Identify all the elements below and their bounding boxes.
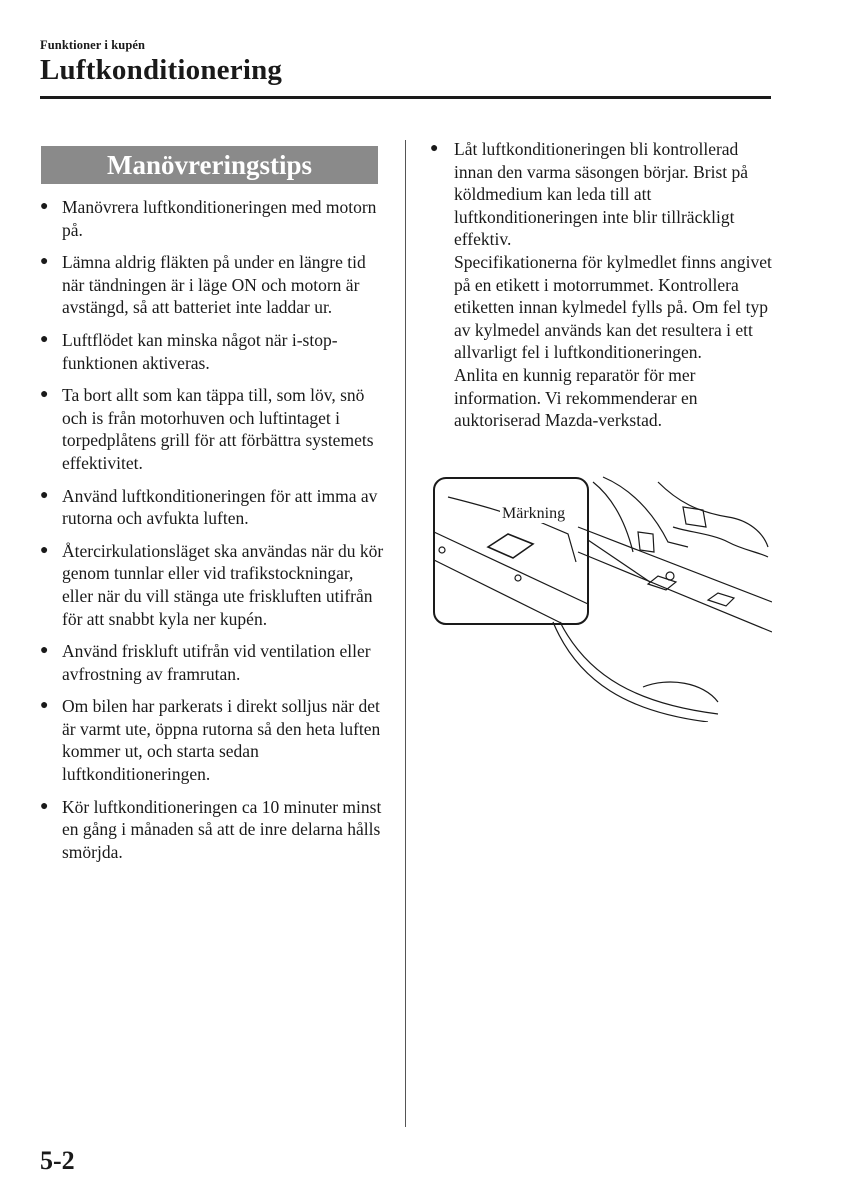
list-item-text: Luftflödet kan minska något när i-stop-funktionen aktiveras. bbox=[62, 329, 338, 373]
list-item bbox=[38, 695, 388, 785]
page-title: Luftkonditionering bbox=[40, 54, 283, 86]
bullet-icon: ● bbox=[430, 141, 439, 156]
bullet-icon: ● bbox=[40, 487, 49, 503]
bumper-curve-inner bbox=[560, 622, 718, 714]
list-item-text: Lämna aldrig fläkten på under en längre tid när tändningen är i läge ON och motorn är avstängd, så att batteriet inte laddar ur. bbox=[62, 252, 366, 318]
paragraph-workshop: Anlita en kunnig reparatör för mer information. Vi rekommenderar en auktoriserad Mazda-verkstad. bbox=[454, 364, 698, 431]
bullet-icon: ● bbox=[40, 542, 49, 558]
bullet-icon: ● bbox=[40, 387, 49, 403]
bullet-icon: ● bbox=[40, 643, 49, 659]
bullet-icon: ● bbox=[40, 698, 49, 714]
list-item-text: Manövrera luftkonditioneringen med motorn på. bbox=[62, 197, 377, 240]
inset-panel-edge-lower bbox=[434, 560, 563, 624]
engine-bay-illustration bbox=[428, 472, 772, 722]
inset-label-sticker bbox=[488, 534, 533, 558]
bullet-icon: ● bbox=[40, 798, 49, 814]
section-heading: Manövreringstips bbox=[41, 146, 378, 184]
list-item bbox=[38, 251, 388, 319]
hood-line bbox=[593, 482, 633, 552]
list-item bbox=[38, 640, 388, 685]
bracket-outline bbox=[683, 507, 706, 527]
cable-line bbox=[673, 527, 768, 557]
list-item-text: Om bilen har parkerats i direkt solljus när det är varmt ute, öppna rutorna så den heta luften kommer ut, och starta sedan luftkonditioneringen. bbox=[62, 696, 381, 785]
inset-detail-line bbox=[448, 497, 508, 514]
bullet-icon: ● bbox=[40, 331, 49, 347]
list-item bbox=[38, 796, 388, 864]
list-item-text: Använd friskluft utifrån vid ventilation eller avfrostning av framrutan. bbox=[62, 641, 371, 684]
latch-outline bbox=[708, 593, 734, 606]
tips-list bbox=[38, 196, 388, 873]
list-item bbox=[38, 196, 388, 241]
connector-outline bbox=[638, 532, 654, 552]
paragraph-inspection: Låt luftkonditioneringen bli kontrollerad innan den varma säsongen börjar. Brist på köldmedium kan leda till att luftkonditioneringen inte blir tillräckligt effektiv. bbox=[454, 139, 749, 250]
title-rule bbox=[40, 96, 771, 99]
list-item bbox=[38, 384, 388, 474]
bolt bbox=[666, 572, 674, 580]
list-item-text: Använd luftkonditioneringen för att imma av rutorna och avfukta luften. bbox=[62, 485, 378, 529]
paragraph-specification: Specifikationerna för kylmedlet finns angivet på en etikett i motorrummet. Kontrollera etiketten innan kylmedel fylls på. Om fel typ av kylmedel används kan det resultera i ett allvarligt fel i luftkonditioneringen. bbox=[454, 251, 772, 363]
inset-bolt-left bbox=[439, 547, 445, 553]
list-item-text: Kör luftkonditioneringen ca 10 minuter minst en gång i månaden så att de inre delarna hålls smörjda. bbox=[62, 796, 382, 862]
component-outline bbox=[658, 482, 768, 547]
list-item bbox=[38, 485, 388, 530]
list-item-text: Ta bort allt som kan täppa till, som löv, snö och is från motorhuven och luftintaget i torpedplåtens grill för att förbättra systemets effektivitet. bbox=[62, 385, 374, 473]
list-item bbox=[428, 138, 778, 432]
section-kicker: Funktioner i kupén bbox=[40, 38, 146, 52]
bumper-curve-outer bbox=[553, 622, 708, 722]
hose-line bbox=[603, 477, 688, 547]
list-item bbox=[38, 540, 388, 630]
inset-panel-edge bbox=[434, 532, 588, 604]
refrigerant-note-list bbox=[428, 138, 778, 432]
page-number: 5-2 bbox=[40, 1146, 75, 1175]
bullet-icon: ● bbox=[40, 254, 49, 270]
fog-lamp-outline bbox=[643, 682, 718, 702]
inset-bolt-right bbox=[515, 575, 521, 581]
marking-label: Märkning bbox=[502, 505, 566, 522]
list-item-text: Återcirkulationsläget ska användas när du kör genom tunnlar eller vid trafikstockningar, eller när du vill stänga ute friskluften utifrån för att snabbt kyla ner kupén. bbox=[62, 540, 384, 629]
bullet-icon: ● bbox=[40, 199, 49, 214]
leader-line bbox=[588, 540, 650, 582]
engine-bay-drawing bbox=[428, 472, 772, 722]
list-item bbox=[38, 329, 388, 374]
inset-box-edge bbox=[528, 517, 576, 562]
column-divider bbox=[405, 140, 406, 1127]
